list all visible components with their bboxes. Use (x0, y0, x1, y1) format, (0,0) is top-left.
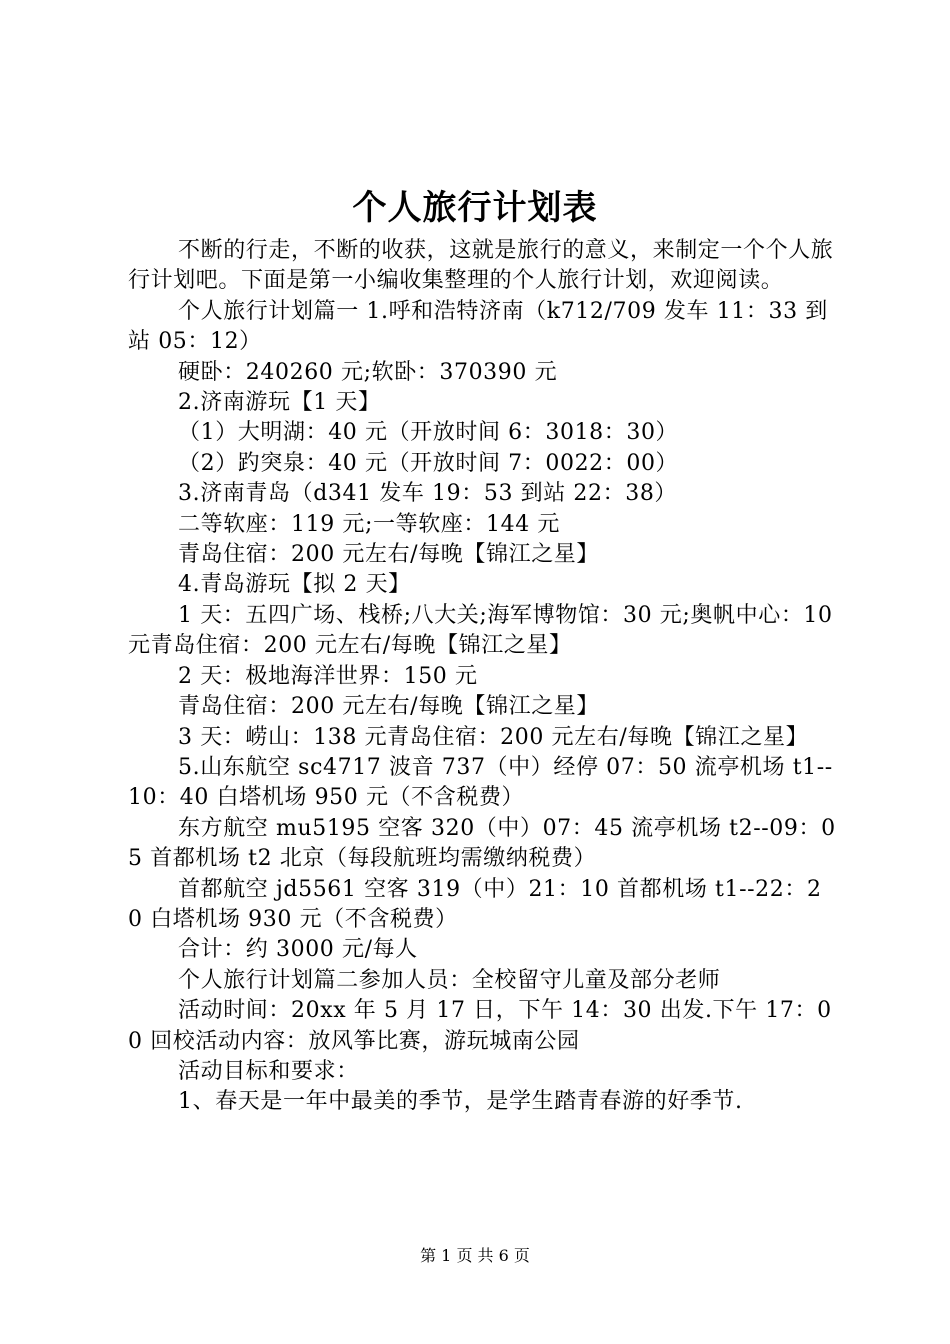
paragraph: 4.青岛游玩【拟 2 天】 (178, 572, 411, 598)
paragraph: 活动时间：20xx 年 5 月 17 日，下午 14：30 出发.下午 17：00 回校活动内容：放风筝比赛，游玩城南公园 (128, 998, 832, 1054)
paragraph: 硬卧：240260 元;软卧：370390 元 (178, 359, 558, 385)
paragraph: 合计：约 3000 元/每人 (178, 937, 418, 963)
paragraph: 1 天：五四广场、栈桥;八大关;海军博物馆：30 元;奥帆中心：10 元青岛住宿：200 元左右/每晚【锦江之星】 (128, 602, 833, 659)
document-title: 个人旅行计划表 (352, 188, 598, 228)
document-body (128, 236, 836, 1118)
paragraph: 不断的行走，不断的收获，这就是旅行的意义，来制定一个个人旅行计划吧。下面是第一小编收集整理的个人旅行计划，欢迎阅读。 (128, 238, 834, 294)
paragraph: 青岛住宿：200 元左右/每晚【锦江之星】 (178, 694, 599, 720)
paragraph: （1）大明湖：40 元（开放时间 6：3018：30） (178, 420, 679, 446)
paragraph: 3.济南青岛（d341 发车 19：53 到站 22：38） (178, 481, 678, 507)
paragraph: 2 天：极地海洋世界：150 元 (178, 663, 478, 689)
paragraph: 首都航空 jd5561 空客 319（中）21：10 首都机场 t1--22：20 白塔机场 930 元（不含税费） (128, 876, 822, 932)
paragraph: （2）趵突泉：40 元（开放时间 7：0022：00） (178, 450, 679, 476)
paragraph: 3 天：崂山：138 元青岛住宿：200 元左右/每晚【锦江之星】 (178, 724, 809, 750)
paragraph: 5.山东航空 sc4717 波音 737（中）经停 07：50 流亭机场 t1--10：40 白塔机场 950 元（不含税费） (128, 754, 833, 811)
page-footer: 第 1 页 共 6 页 (420, 1246, 530, 1265)
paragraph: 个人旅行计划篇一 1.呼和浩特济南（k712/709 发车 11：33 到站 05：12） (128, 298, 828, 355)
paragraph: 青岛住宿：200 元左右/每晚【锦江之星】 (178, 542, 599, 568)
paragraph: 东方航空 mu5195 空客 320（中）07：45 流亭机场 t2--09：05 首都机场 t2 北京（每段航班均需缴纳税费） (128, 815, 836, 872)
paragraph: 个人旅行计划篇二参加人员：全校留守儿童及部分老师 (178, 967, 721, 993)
paragraph: 活动目标和要求： (178, 1058, 359, 1084)
paragraph: 1、春天是一年中最美的季节，是学生踏青春游的好季节. (178, 1089, 743, 1115)
paragraph: 2.济南游玩【1 天】 (178, 390, 381, 416)
paragraph: 二等软座：119 元;一等软座：144 元 (178, 511, 560, 537)
